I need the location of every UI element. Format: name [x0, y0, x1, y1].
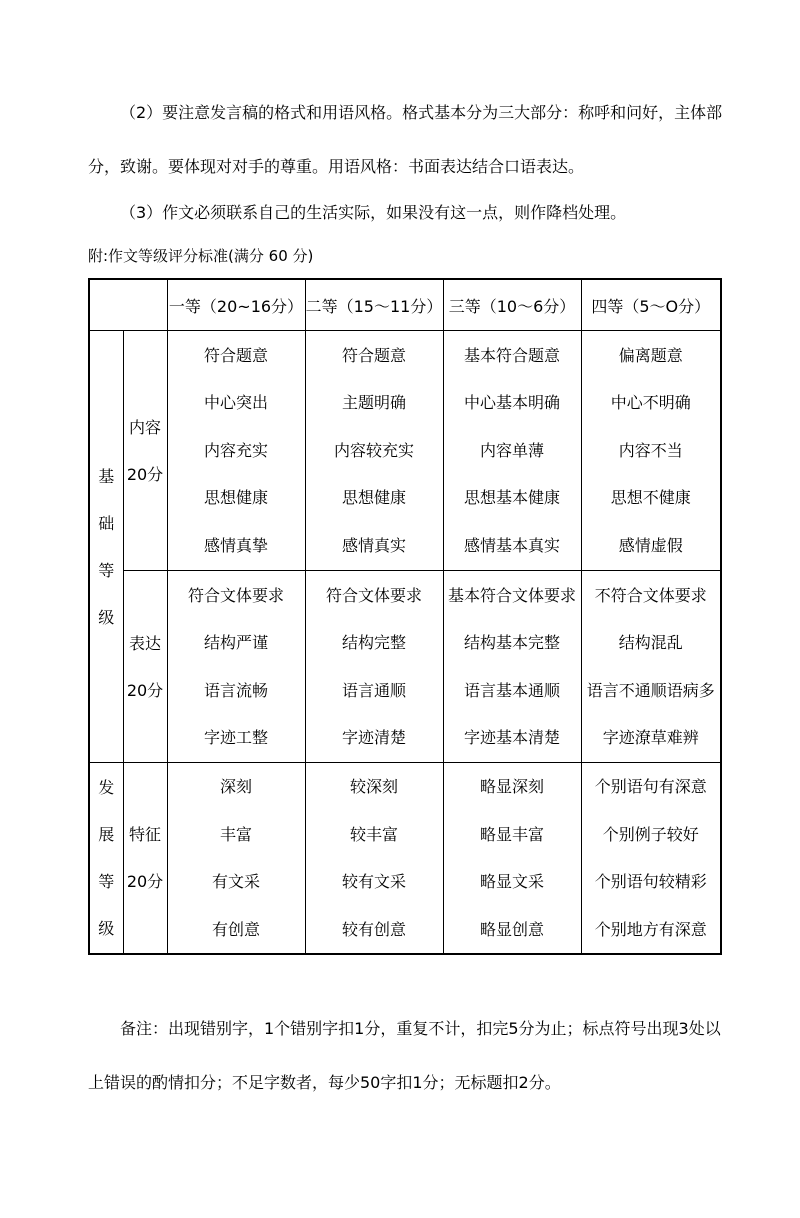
group-label-char: 级 [98, 919, 115, 938]
criterion: 思想健康 [203, 488, 268, 508]
criteria-cell [581, 331, 721, 571]
criterion: 有创意 [211, 919, 260, 939]
criterion: 个别语句有深意 [594, 777, 707, 796]
table-header-row [89, 279, 721, 331]
row-label-feature [123, 763, 167, 955]
criterion: 内容单薄 [479, 440, 544, 460]
criterion: 结构混乱 [618, 633, 683, 652]
criterion: 略显文采 [479, 872, 544, 891]
group-label-char: 展 [98, 825, 115, 844]
criteria-cell [581, 571, 721, 763]
criterion: 中心突出 [203, 393, 268, 413]
header-corner [89, 279, 167, 331]
criterion: 有文采 [211, 872, 260, 891]
criterion: 基本符合题意 [463, 345, 560, 365]
criteria-cell [305, 571, 443, 763]
criteria-cell [167, 331, 305, 571]
criterion: 符合文体要求 [187, 585, 284, 605]
criterion: 字迹清楚 [341, 728, 406, 747]
table-row [89, 763, 721, 955]
criterion: 感情基本真实 [463, 535, 560, 555]
group-label-char: 等 [98, 872, 115, 891]
criterion: 符合文体要求 [325, 585, 422, 605]
criterion: 中心基本明确 [463, 393, 560, 413]
criterion: 基本符合文体要求 [447, 585, 576, 605]
row-label-score: 20分 [126, 872, 164, 891]
header-grade-2: 二等（15～11分） [305, 279, 443, 331]
criterion: 个别地方有深意 [594, 919, 707, 939]
row-label-text: 内容 [128, 417, 161, 437]
criterion: 主题明确 [341, 393, 406, 413]
criterion: 思想基本健康 [463, 488, 560, 508]
criterion: 较有文采 [341, 872, 406, 891]
criteria-cell [167, 763, 305, 955]
paragraph-life-connection: （3）作文必须联系自己的生活实际，如果没有这一点，则作降档处理。 [120, 203, 627, 222]
criteria-cell [305, 763, 443, 955]
header-grade-4: 四等（5～O分） [581, 279, 721, 331]
criterion: 符合题意 [341, 345, 406, 365]
criterion: 思想健康 [341, 488, 406, 508]
criterion: 语言流畅 [203, 680, 268, 700]
criteria-cell [443, 571, 581, 763]
criterion: 个别例子较好 [602, 824, 699, 844]
criterion: 结构完整 [341, 633, 406, 652]
group-label-char: 发 [98, 778, 115, 797]
table-row [89, 331, 721, 571]
group-label-char: 基 [98, 466, 115, 486]
criteria-cell [305, 331, 443, 571]
row-label-score: 20分 [126, 464, 164, 484]
grading-table [88, 278, 722, 955]
group-label-char: 级 [98, 607, 115, 627]
criterion: 思想不健康 [610, 488, 691, 508]
row-label-content [123, 331, 167, 571]
criterion: 较丰富 [349, 824, 398, 844]
criterion: 不符合文体要求 [594, 585, 707, 605]
criterion: 略显丰富 [479, 824, 544, 844]
criterion: 感情虚假 [618, 535, 683, 555]
criterion: 字迹工整 [203, 728, 268, 747]
criterion: 深刻 [219, 777, 252, 796]
criterion: 内容充实 [203, 440, 268, 460]
group-label-development [89, 763, 123, 955]
criterion: 感情真实 [341, 535, 406, 555]
table-row [89, 571, 721, 763]
row-label-text: 表达 [128, 633, 161, 653]
table-title: 附:作文等级评分标准(满分 60 分) [88, 247, 314, 265]
criterion: 语言基本通顺 [463, 680, 560, 700]
criterion: 中心不明确 [610, 393, 691, 413]
row-label-expression [123, 571, 167, 763]
criterion: 语言不通顺语病多 [586, 680, 715, 700]
criterion: 结构基本完整 [463, 633, 560, 652]
group-label-basic [89, 331, 123, 763]
criterion: 略显深刻 [479, 777, 544, 796]
group-label-char: 等 [98, 560, 115, 580]
criterion: 丰富 [219, 824, 252, 844]
row-label-text: 特征 [128, 825, 161, 844]
criterion: 个别语句较精彩 [594, 872, 707, 891]
criteria-cell [167, 571, 305, 763]
group-label-char: 础 [98, 513, 115, 533]
criterion: 较深刻 [349, 777, 398, 796]
criterion: 内容较充实 [333, 440, 414, 460]
criteria-cell [581, 763, 721, 955]
header-grade-3: 三等（10～6分） [443, 279, 581, 331]
criterion: 感情真挚 [203, 535, 268, 555]
criterion: 结构严谨 [203, 633, 268, 652]
criterion: 语言通顺 [341, 680, 406, 700]
criterion: 符合题意 [203, 345, 268, 365]
row-label-score: 20分 [126, 680, 164, 700]
remark-paragraph: 备注：出现错别字，1个错别字扣1分，重复不计，扣完5分为止；标点符号出现3处以上错误的酌情扣分；不足字数者，每少50字扣1分；无标题扣2分。 [88, 1019, 721, 1092]
criterion: 较有创意 [341, 919, 406, 939]
criterion: 略显创意 [479, 919, 544, 939]
criterion: 内容不当 [618, 440, 683, 460]
criterion: 偏离题意 [618, 345, 683, 365]
header-grade-1: 一等（20~16分） [167, 279, 305, 331]
paragraph-format-requirements: （2）要注意发言稿的格式和用语风格。格式基本分为三大部分：称呼和问好，主体部分，致谢。要体现对对手的尊重。用语风格：书面表达结合口语表达。 [88, 103, 723, 176]
criteria-cell [443, 331, 581, 571]
criteria-cell [443, 763, 581, 955]
criterion: 字迹基本清楚 [463, 728, 560, 747]
criterion: 字迹潦草难辨 [602, 728, 699, 747]
